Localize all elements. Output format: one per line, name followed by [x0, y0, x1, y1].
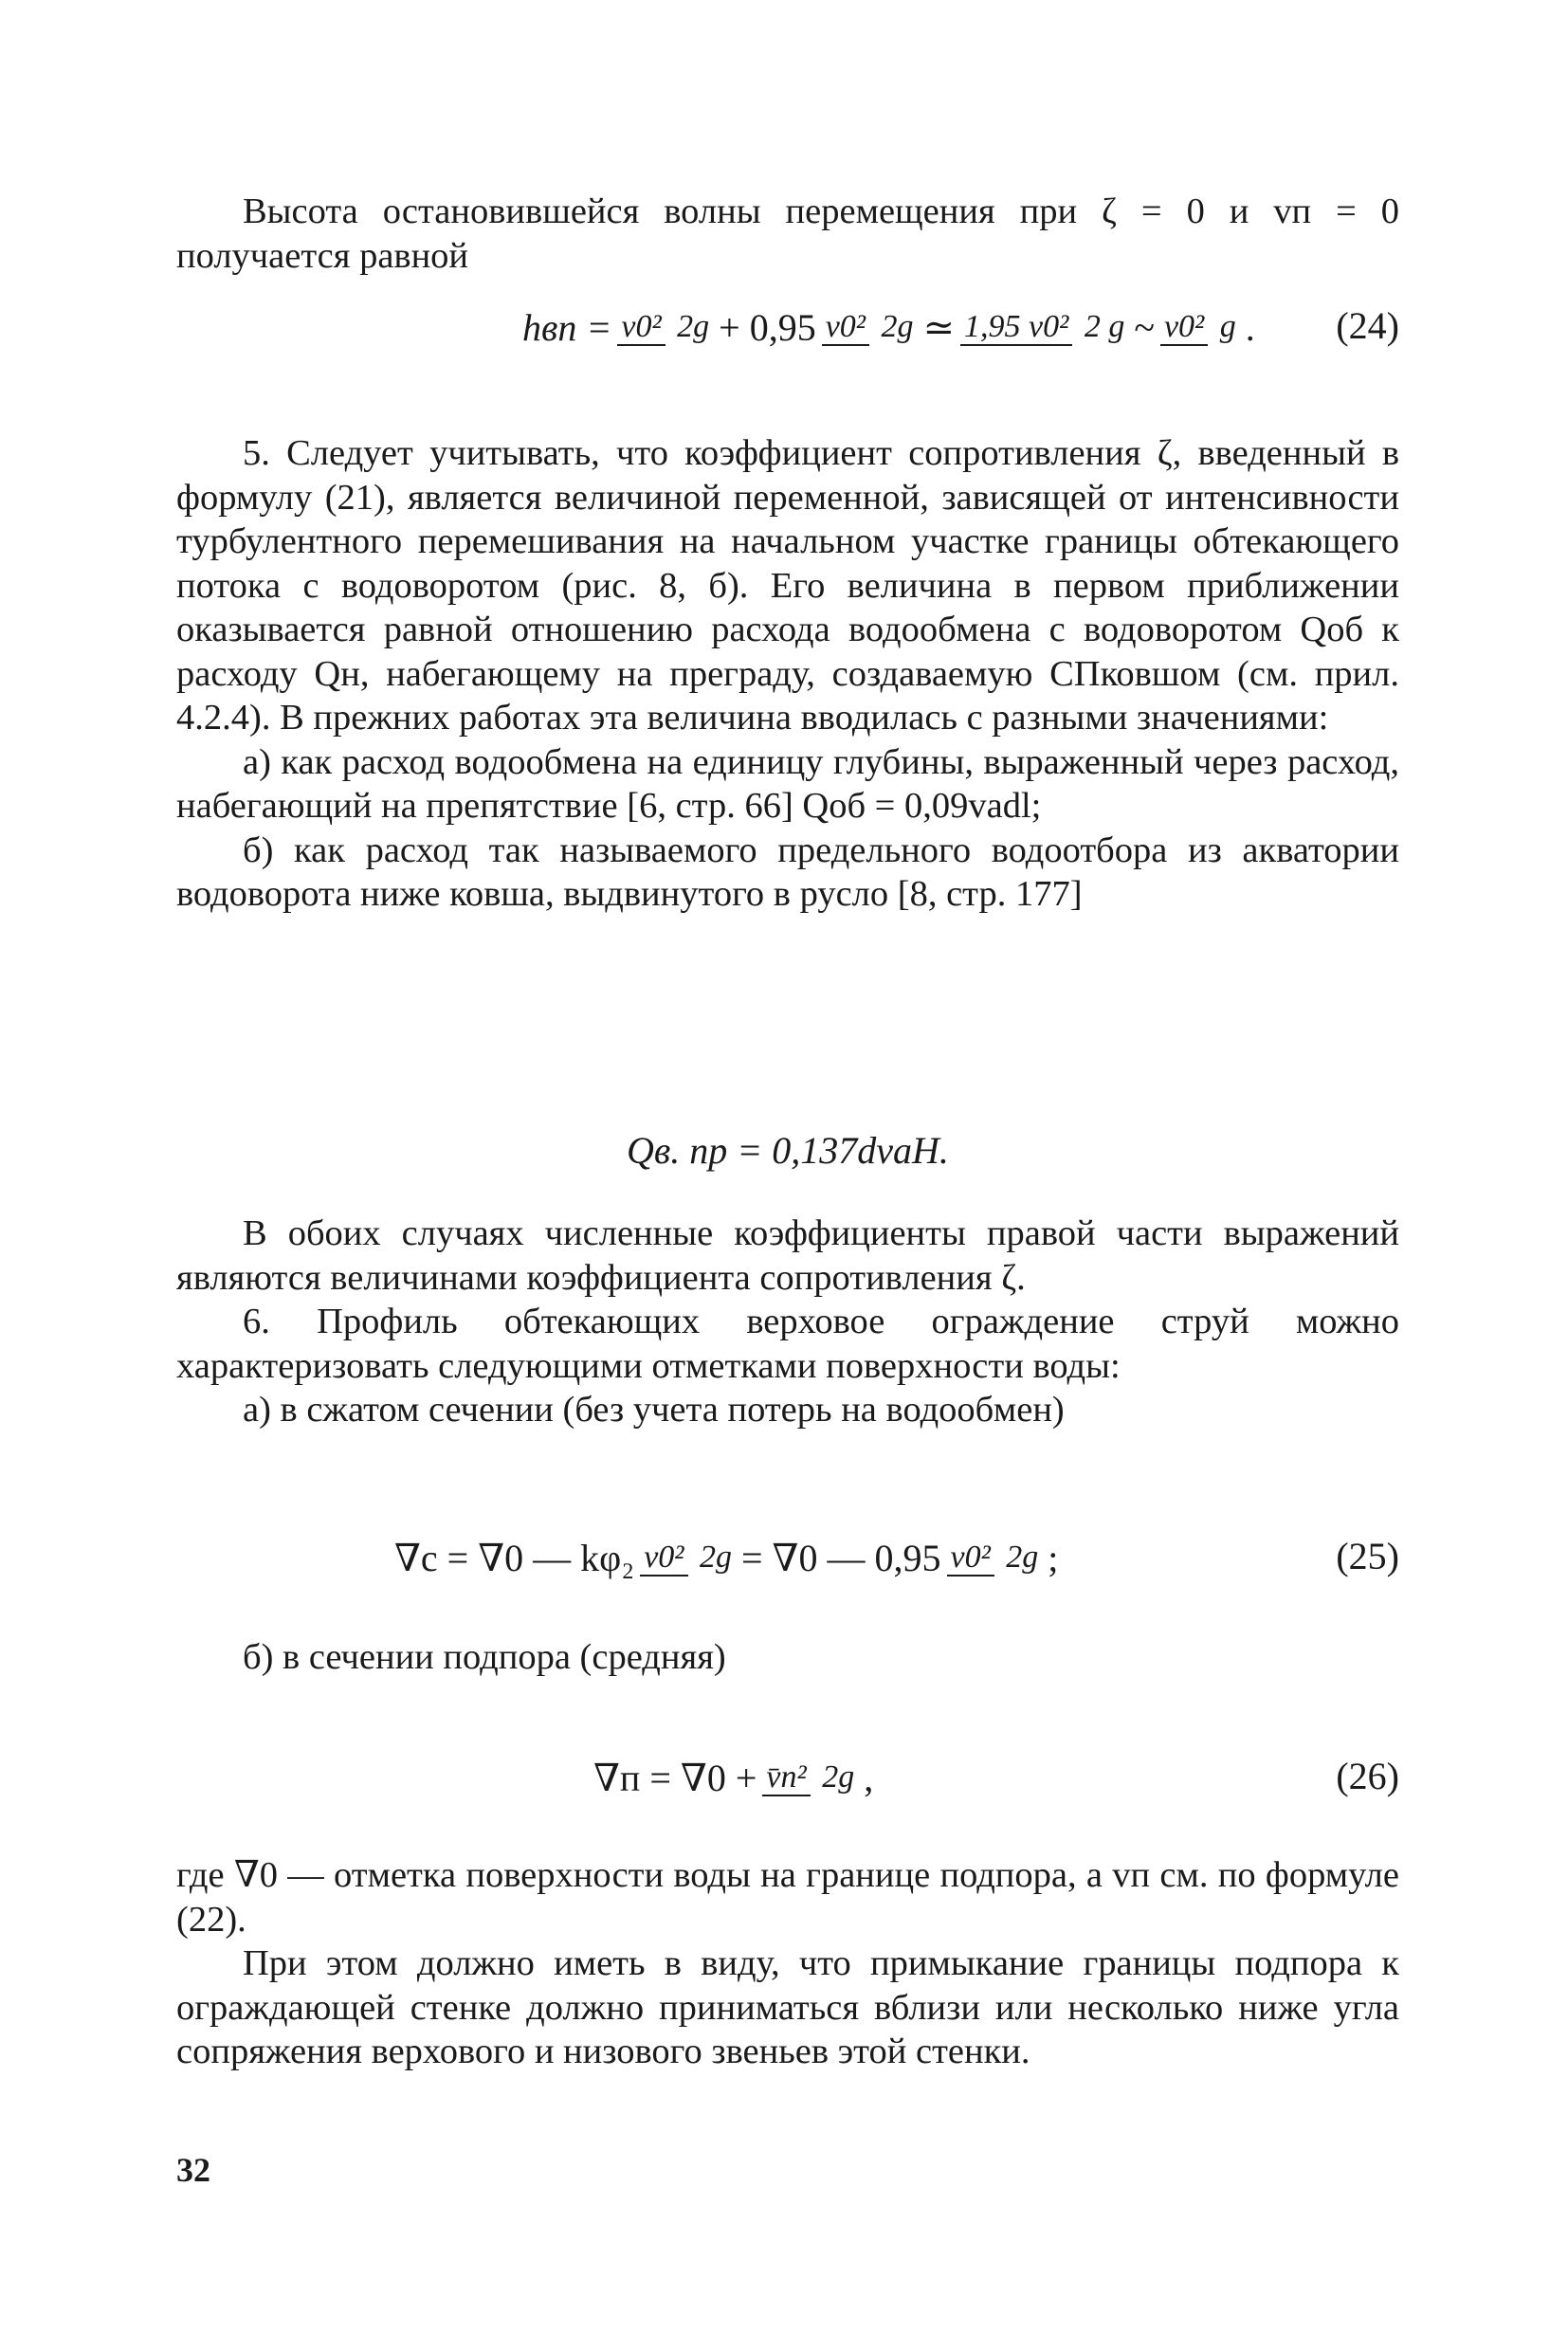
formula-24-sim: ~ — [1134, 305, 1155, 349]
formula-24-term2-num: v0² — [822, 309, 869, 346]
formula-25-term1-num: v0² — [640, 1540, 687, 1576]
formula-25-end: ; — [1048, 1536, 1059, 1579]
formula-26-end: , — [864, 1756, 874, 1799]
formula-24-term4-num: v0² — [1160, 309, 1208, 346]
formula-26-term1-den: 2g — [822, 1759, 855, 1795]
formula-q-pr-text: Qв. пр = 0,137dvаH. — [627, 1129, 949, 1172]
paragraph-6: 6. Профиль обтекающих верховое ограждение струй можно характеризовать следующими отметками поверхности воды: — [176, 1302, 1399, 1386]
formula-24-body — [522, 275, 1255, 379]
formula-25-term2-num: v0² — [947, 1540, 994, 1576]
formula-25-term2-den: 2g — [1006, 1540, 1039, 1575]
formula-24-term2 — [822, 308, 918, 346]
formula-24-approx: ≃ — [922, 305, 956, 349]
formula-24-number: (24) — [1336, 304, 1399, 347]
formula-26-number: (26) — [1336, 1755, 1399, 1797]
formula-24-plus: + 0,95 — [719, 305, 816, 349]
section-closing — [176, 1853, 1399, 2074]
formula-25-lhs: ∇c = ∇0 — kφ₂ — [394, 1536, 635, 1579]
section-6b — [176, 1635, 1399, 1680]
paragraph-where: где ∇0 — отметка поверхности воды на границе подпора, а vп см. по формуле (22). — [176, 1855, 1399, 1940]
formula-25-body — [394, 1505, 1058, 1610]
formula-24-term3 — [960, 308, 1128, 346]
formula-25-term2 — [947, 1539, 1043, 1576]
paragraph-6a: а) в сжатом сечении (без учета потерь на водообмен) — [243, 1390, 1065, 1430]
formula-24-term1-num: v0² — [617, 309, 665, 346]
formula-24 — [176, 275, 1399, 379]
formula-25-term1 — [640, 1539, 736, 1576]
formula-24-term4 — [1160, 308, 1240, 346]
formula-24-term4-den: g — [1219, 309, 1236, 344]
formula-26-term1 — [762, 1759, 858, 1796]
formula-q-pr — [176, 1100, 1399, 1204]
formula-25-mid: = ∇0 — 0,95 — [741, 1536, 941, 1579]
formula-26-term1-num: v̄п² — [762, 1759, 810, 1796]
paragraph-5b: б) как расход так называемого предельного водоотбора из акватории водоворота ниже ковша, выдвинутого в русло [8, стр. 177] — [176, 829, 1399, 914]
paragraph-5: 5. Следует учитывать, что коэффициент сопротивления ζ, введенный в формулу (21), является величиной переменной, зависящей от интенсивности турбулентного перемешивания на начальном участке границы обтекающего потока с водоворотом (рис. 8, б). Его величина в первом приближении оказывается равной отношению расхода водообмена с водоворотом Qоб к расходу Qн, набегающему на преграду, создаваемую СПковшом (см. прил. 4.2.4). В прежних работах эта величина вводилась с разными значениями: — [176, 433, 1399, 738]
formula-24-end: . — [1245, 305, 1255, 349]
formula-24-term3-den: 2 g — [1084, 309, 1125, 344]
formula-24-lhs: hвп = — [522, 305, 612, 349]
section-5 — [176, 431, 1399, 917]
paragraph-5a: а) как расход водообмена на единицу глубины, выраженный через расход, набегающий на препятствие [6, стр. 66] Qоб = 0,09vаdl; — [176, 741, 1399, 826]
formula-24-term3-num: 1,95 v0² — [960, 309, 1072, 346]
paragraph-both-cases: В обоих случаях численные коэффициенты правой части выражений являются величинами коэффициента сопротивления ζ. — [176, 1213, 1399, 1298]
page-number: 32 — [176, 2151, 210, 2189]
paragraph-wave-height: Высота остановившейся волны перемещения при ζ = 0 и vп = 0 получается равной — [176, 191, 1399, 276]
section-both-cases — [176, 1212, 1399, 1432]
formula-26-lhs: ∇п = ∇0 + — [593, 1756, 757, 1799]
formula-24-term1 — [617, 308, 713, 346]
paragraph-intro — [176, 190, 1399, 278]
paragraph-6b: б) в сечении подпора (средняя) — [243, 1637, 726, 1677]
formula-25-term1-den: 2g — [700, 1540, 732, 1575]
formula-25-number: (25) — [1336, 1535, 1399, 1577]
formula-24-term2-den: 2g — [881, 309, 914, 344]
formula-26-body — [593, 1725, 873, 1830]
formula-24-term1-den: 2g — [677, 309, 710, 344]
paragraph-last: При этом должно иметь в виду, что примыкание границы подпора к ограждающей стенке должно приниматься вблизи или несколько ниже угла сопряжения верхового и низового звеньев этой стенки. — [176, 1943, 1399, 2071]
formula-25 — [176, 1505, 1399, 1610]
formula-26 — [176, 1725, 1399, 1830]
